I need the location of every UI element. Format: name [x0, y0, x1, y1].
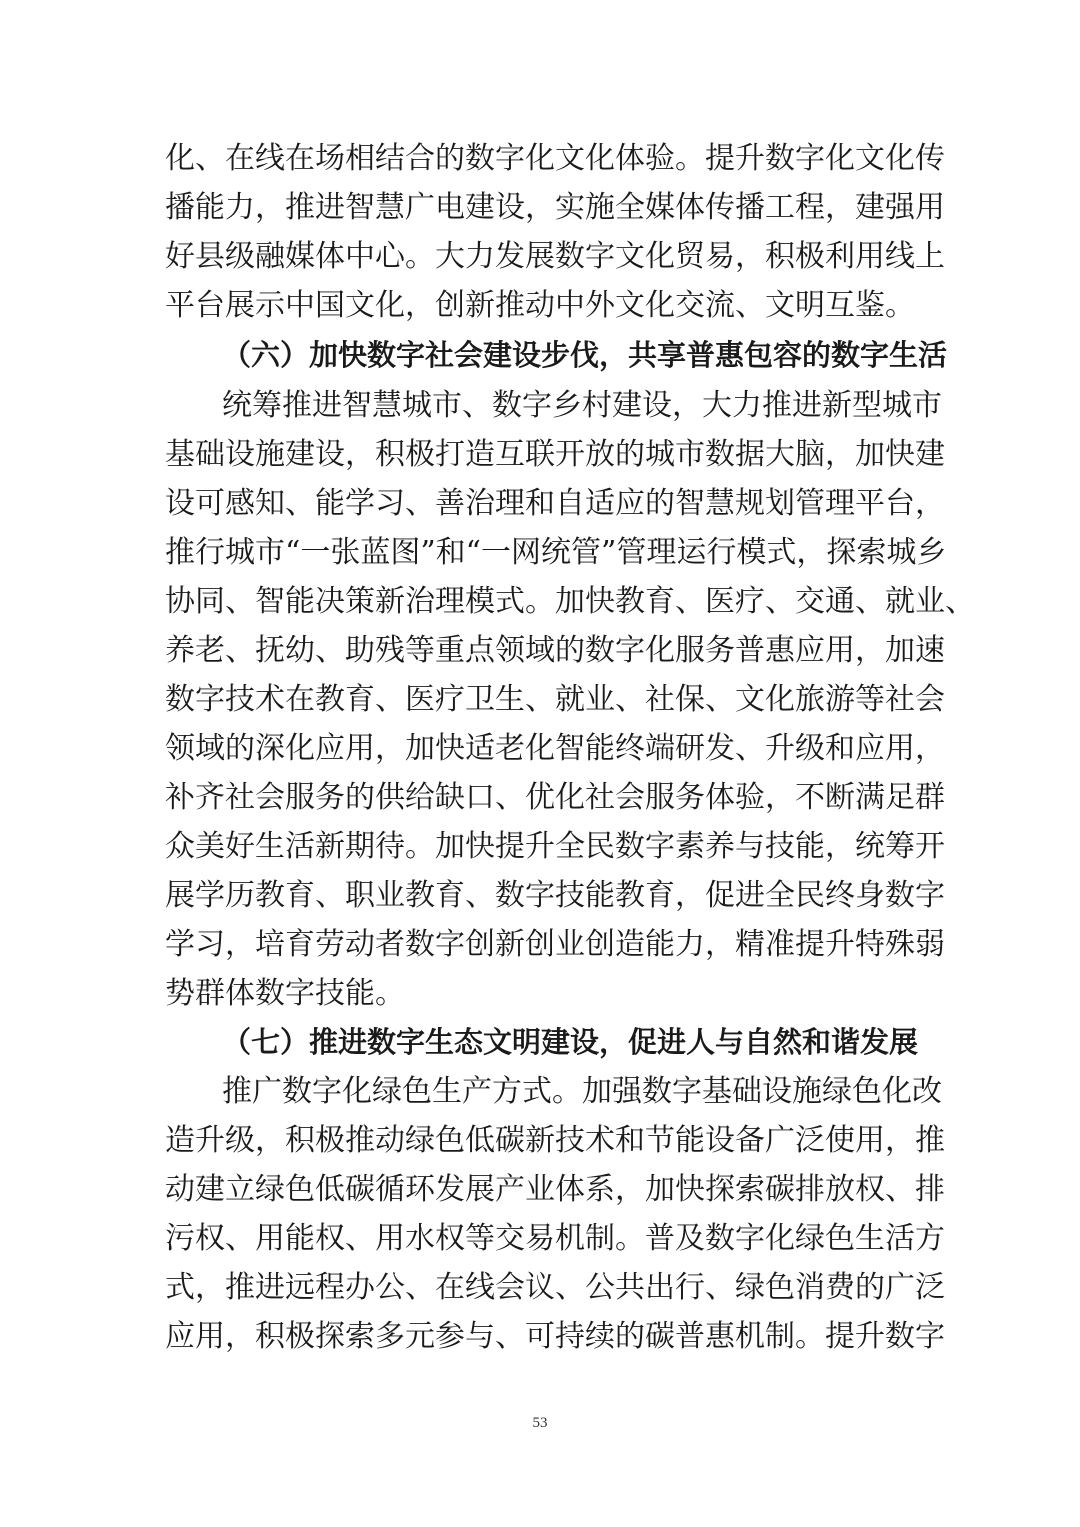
paragraph-line: 式，推进远程办公、在线会议、公共出行、绿色消费的广泛 — [165, 1270, 945, 1305]
paragraph-line: 动建立绿色低碳循环发展产业体系，加快探索碳排放权、排 — [165, 1172, 945, 1207]
section-heading-6: （六）加快数字社会建设步伐，共享普惠包容的数字生活 — [222, 338, 948, 372]
paragraph-line: 数字技术在教育、医疗卫生、就业、社保、文化旅游等社会 — [165, 682, 945, 717]
paragraph-line: 化、在线在场相结合的数字化文化体验。提升数字化文化传 — [165, 141, 945, 176]
paragraph-line: 基础设施建设，积极打造互联开放的城市数据大脑，加快建 — [165, 437, 945, 472]
paragraph-line: 领域的深化应用，加快适老化智能终端研发、升级和应用， — [165, 731, 945, 766]
paragraph-line: 补齐社会服务的供给缺口、优化社会服务体验，不断满足群 — [165, 780, 945, 815]
paragraph-line: 推广数字化绿色生产方式。加强数字基础设施绿色化改 — [222, 1074, 942, 1109]
paragraph-line: 学习，培育劳动者数字创新创业创造能力，精准提升特殊弱 — [165, 927, 945, 962]
paragraph-line: 播能力，推进智慧广电建设，实施全媒体传播工程，建强用 — [165, 190, 945, 225]
paragraph-line: 养老、抚幼、助残等重点领域的数字化服务普惠应用，加速 — [165, 633, 945, 668]
paragraph-line: 好县级融媒体中心。大力发展数字文化贸易，积极利用线上 — [165, 239, 945, 274]
paragraph-line: 污权、用能权、用水权等交易机制。普及数字化绿色生活方 — [165, 1221, 945, 1256]
paragraph-line: 众美好生活新期待。加快提升全民数字素养与技能，统筹开 — [165, 829, 945, 864]
paragraph-line: 推行城市“一张蓝图”和“一网统管”管理运行模式，探索城乡 — [165, 535, 947, 570]
paragraph-line: 造升级，积极推动绿色低碳新技术和节能设备广泛使用，推 — [165, 1123, 945, 1158]
page-number: 53 — [532, 1415, 548, 1431]
paragraph-line: 势群体数字技能。 — [165, 976, 405, 1011]
paragraph-line: 协同、智能决策新治理模式。加快教育、医疗、交通、就业、 — [165, 584, 975, 619]
paragraph-line: 展学历教育、职业教育、数字技能教育，促进全民终身数字 — [165, 878, 945, 913]
section-heading-7: （七）推进数字生态文明建设，促进人与自然和谐发展 — [222, 1025, 919, 1059]
paragraph-line: 统筹推进智慧城市、数字乡村建设，大力推进新型城市 — [222, 388, 942, 423]
paragraph-line: 应用，积极探索多元参与、可持续的碳普惠机制。提升数字 — [165, 1319, 945, 1354]
paragraph-line: 设可感知、能学习、善治理和自适应的智慧规划管理平台， — [165, 486, 945, 521]
paragraph-line: 平台展示中国文化，创新推动中外文化交流、文明互鉴。 — [165, 288, 915, 323]
